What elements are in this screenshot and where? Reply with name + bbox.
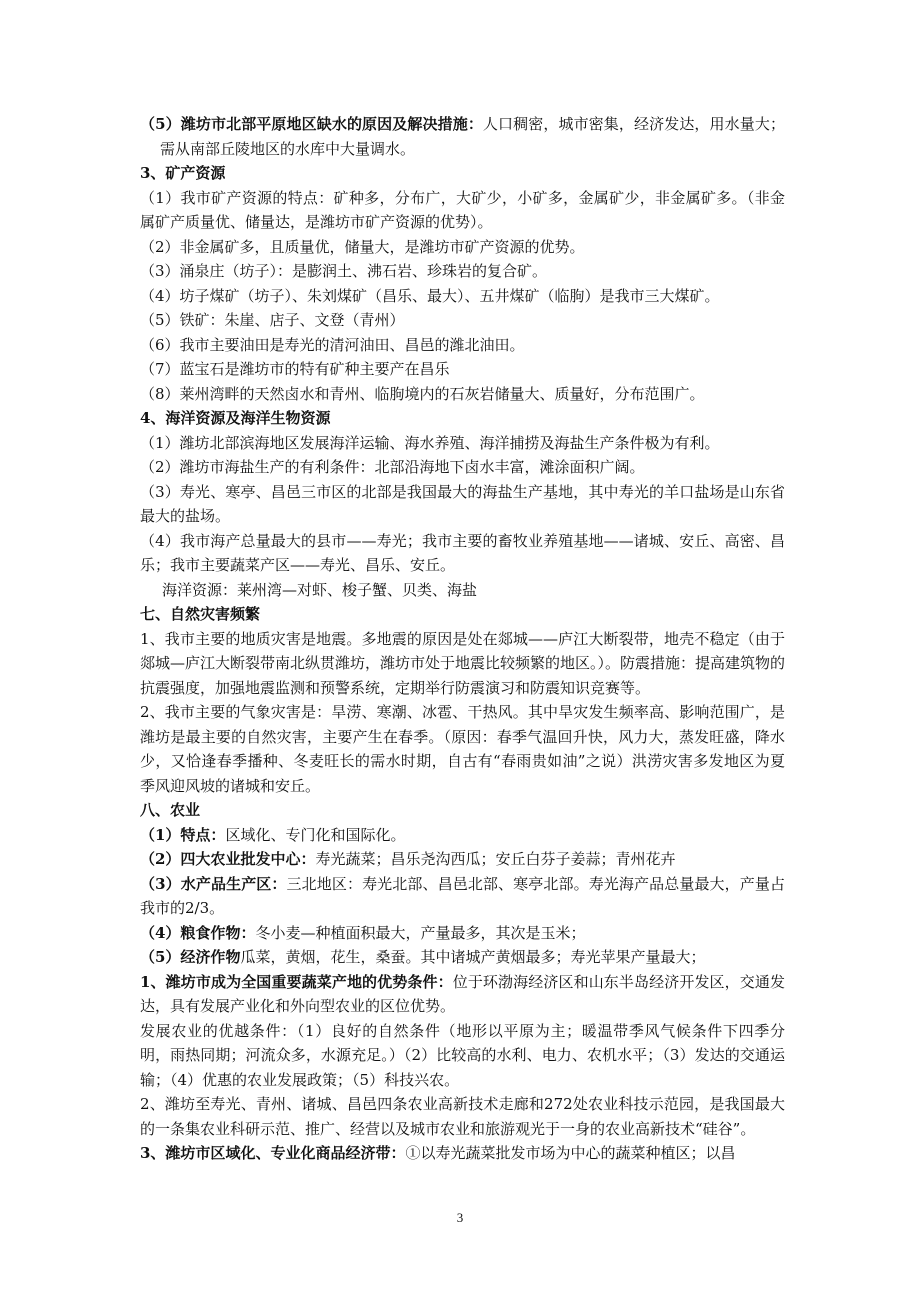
paragraph-text: 人口稠密，城市密集，经济发达，用水量大；需从南部丘陵地区的水库中大量调水。	[160, 115, 785, 158]
paragraph-text: （1）我市矿产资源的特点：矿种多，分布广，大矿少，小矿多，金属矿少，非金属矿多。（非金属矿产质量优、储量达，是潍坊市矿产资源的优势）。	[140, 188, 785, 231]
paragraph	[140, 872, 785, 921]
paragraph-text: 位于环渤海经济区和山东半岛经济开发区，交通发达，具有发展产业化和外向型农业的区位优势。	[140, 972, 785, 1015]
paragraph-text: 发展农业的优越条件：（1）良好的自然条件（地形以平原为主；暖温带季风气候条件下四季分明，雨热同期；河流众多，水源充足。）（2）比较高的水利、电力、农机水平；（3）发达的交通运输；（4）优惠的农业发展政策；（5）科技兴农。	[140, 1021, 785, 1089]
page-number: 3	[456, 1210, 464, 1225]
paragraph-text: 区域化、专门化和国际化。	[225, 825, 406, 844]
paragraph	[140, 431, 785, 456]
bold-lead: （3）水产品生产区：	[140, 874, 287, 893]
paragraph-text: （4）我市海产总量最大的县市——寿光；我市主要的畜牧业养殖基地——诸城、安丘、高密、昌乐；我市主要蔬菜产区——寿光、昌乐、安丘。	[140, 531, 785, 574]
paragraph	[140, 1019, 785, 1093]
document-body	[140, 112, 785, 1166]
section-heading	[140, 161, 785, 186]
paragraph	[140, 529, 785, 578]
paragraph-text: 1、我市主要的地质灾害是地震。多地震的原因是处在郯城——庐江大断裂带，地壳不稳定（由于郯城—庐江大断裂带南北纵贯潍坊，潍坊市处于地震比较频繁的地区。）。防震措施：提高建筑物的抗震强度，加强地震监测和预警系统，定期举行防震演习和防震知识竞赛等。	[140, 629, 786, 697]
paragraph	[140, 235, 785, 260]
paragraph	[140, 284, 785, 309]
paragraph	[140, 700, 785, 798]
paragraph	[140, 480, 785, 529]
paragraph-text: （7）蓝宝石是潍坊市的特有矿种主要产在昌乐	[140, 360, 450, 378]
paragraph	[140, 186, 785, 235]
bold-lead: （1）特点：	[140, 825, 226, 844]
paragraph	[140, 308, 785, 333]
paragraph-text: （1）潍坊北部滨海地区发展海洋运输、海水养殖、海洋捕捞及海盐生产条件极为有利。	[140, 433, 720, 452]
bold-lead: （5）潍坊市北部平原地区缺水的原因及解决措施：	[140, 115, 483, 133]
paragraph-text: （3）寿光、寒亭、昌邑三市区的北部是我国最大的海盐生产基地，其中寿光的羊口盐场是山东省最大的盐场。	[140, 482, 785, 525]
paragraph	[140, 847, 785, 872]
paragraph	[140, 382, 785, 407]
bold-lead: 七、自然灾害频繁	[140, 605, 261, 623]
paragraph-text: 冬小麦—种植面积最大，产量最多，其次是玉米；	[255, 923, 586, 942]
paragraph	[140, 921, 785, 946]
paragraph-text: （5）铁矿：朱崖、店子、文登（青州）	[140, 311, 405, 329]
paragraph-text: （3）涌泉庄（坊子）：是膨润土、沸石岩、珍珠岩的复合矿。	[140, 262, 548, 280]
section-heading	[140, 406, 785, 431]
paragraph	[140, 259, 785, 284]
paragraph	[140, 627, 785, 701]
paragraph-text: 2、我市主要的气象灾害是：旱涝、寒潮、冰雹、干热风。其中旱灾发生频率高、影响范围广，是潍坊是最主要的自然灾害，主要产生在春季。（原因：春季气温回升快，风力大，蒸发旺盛，降水少，又恰逢春季播种、冬麦旺长的需水时期，自古有“春雨贵如油”之说）洪涝灾害多发地区为夏季风迎风坡的诸城和安丘。	[140, 703, 785, 795]
paragraph-text: （8）莱州湾畔的天然卤水和青州、临朐境内的石灰岩储量大、质量好，分布范围广。	[140, 384, 705, 403]
section-heading	[140, 798, 785, 823]
paragraph	[140, 357, 785, 382]
bold-lead: 3、矿产资源	[140, 164, 226, 182]
paragraph-text: 瓜菜，黄烟，花生，桑蚕。其中诸城产黄烟最多；寿光苹果产量最大；	[240, 948, 706, 966]
paragraph-text: （2）潍坊市海盐生产的有利条件：北部沿海地下卤水丰富，滩涂面积广阔。	[140, 458, 645, 476]
paragraph-text: ①以寿光蔬菜批发市场为中心的蔬菜种植区；以昌	[405, 1144, 736, 1162]
paragraph-text: 三北地区：寿光北部、昌邑北部、寒亭北部。寿光海产品总量最大，产量占我市的2/3。	[140, 874, 785, 917]
bold-lead: 3、潍坊市区域化、专业化商品经济带：	[140, 1144, 406, 1162]
paragraph	[140, 970, 785, 1019]
bold-lead: （5）经济作物	[140, 948, 241, 966]
paragraph-text: 寿光蔬菜；昌乐尧沟西瓜；安丘白芬子姜蒜；青州花卉	[315, 850, 676, 868]
paragraph	[140, 333, 785, 358]
bold-lead: 1、潍坊市成为全国重要蔬菜产地的优势条件：	[140, 972, 453, 991]
paragraph-text: （6）我市主要油田是寿光的清河油田、昌邑的潍北油田。	[140, 335, 525, 354]
paragraph-text: （4）坊子煤矿（坊子）、朱刘煤矿（昌乐、最大）、五井煤矿（临朐）是我市三大煤矿。	[140, 286, 720, 305]
bold-lead: （4）粮食作物：	[140, 923, 256, 942]
bold-lead: 八、农业	[140, 801, 201, 819]
paragraph	[140, 1141, 785, 1166]
paragraph-text: 海洋资源：莱州湾—对虾、梭子蟹、贝类、海盐	[162, 580, 478, 599]
paragraph	[140, 112, 785, 161]
paragraph	[140, 455, 785, 480]
paragraph	[140, 578, 785, 603]
paragraph-text: 2、潍坊至寿光、青州、诸城、昌邑四条农业高新技术走廊和272处农业科技示范园，是我国最大的一条集农业科研示范、推广、经营以及城市农业和旅游观光于一身的农业高新技术“硅谷”。	[140, 1095, 785, 1138]
paragraph-text: （2）非金属矿多，且质量优，储量大，是潍坊市矿产资源的优势。	[140, 237, 585, 256]
section-heading	[140, 602, 785, 627]
paragraph	[140, 823, 785, 848]
paragraph	[140, 1092, 785, 1141]
paragraph	[140, 945, 785, 970]
bold-lead: （2）四大农业批发中心：	[140, 850, 316, 868]
bold-lead: 4、海洋资源及海洋生物资源	[140, 409, 331, 427]
